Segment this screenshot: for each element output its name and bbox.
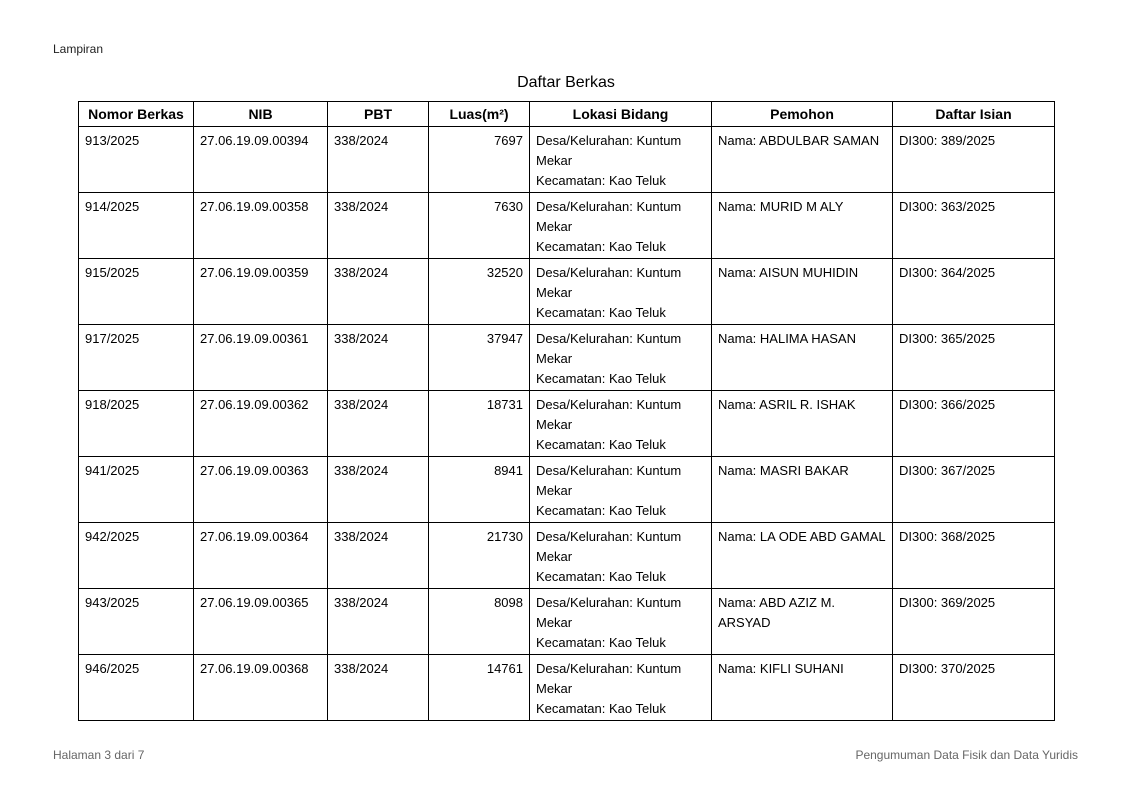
cell-luas: 21730 [429,523,530,589]
cell-pbt: 338/2024 [328,457,429,523]
berkas-table [78,101,1055,721]
column-header: Luas(m²) [429,102,530,127]
cell-nib: 27.06.19.09.00358 [194,193,328,259]
document-name: Pengumuman Data Fisik dan Data Yuridis [855,748,1078,762]
cell-lokasi [530,391,712,457]
cell-lokasi [530,325,712,391]
cell-pbt: 338/2024 [328,589,429,655]
cell-luas: 32520 [429,259,530,325]
lokasi-kecamatan: Kecamatan: Kao Teluk [536,701,666,716]
cell-isian: DI300: 367/2025 [893,457,1055,523]
cell-nomor: 918/2025 [79,391,194,457]
lokasi-desa: Desa/Kelurahan: Kuntum Mekar [536,397,682,432]
column-header: NIB [194,102,328,127]
cell-pbt: 338/2024 [328,259,429,325]
cell-pemohon: Nama: MURID M ALY [712,193,893,259]
cell-pbt: 338/2024 [328,523,429,589]
cell-nib: 27.06.19.09.00359 [194,259,328,325]
cell-lokasi [530,589,712,655]
lokasi-desa: Desa/Kelurahan: Kuntum Mekar [536,661,682,696]
cell-luas: 8941 [429,457,530,523]
table-row [79,457,1055,523]
cell-pemohon: Nama: ASRIL R. ISHAK [712,391,893,457]
cell-luas: 7630 [429,193,530,259]
cell-nib: 27.06.19.09.00361 [194,325,328,391]
table-body [79,127,1055,721]
cell-nomor: 946/2025 [79,655,194,721]
cell-nomor: 941/2025 [79,457,194,523]
lokasi-kecamatan: Kecamatan: Kao Teluk [536,569,666,584]
cell-pemohon: Nama: LA ODE ABD GAMAL [712,523,893,589]
column-header: Daftar Isian [893,102,1055,127]
cell-luas: 37947 [429,325,530,391]
lokasi-desa: Desa/Kelurahan: Kuntum Mekar [536,529,682,564]
cell-pemohon: Nama: AISUN MUHIDIN [712,259,893,325]
lokasi-kecamatan: Kecamatan: Kao Teluk [536,305,666,320]
column-header: Nomor Berkas [79,102,194,127]
cell-luas: 8098 [429,589,530,655]
cell-nib: 27.06.19.09.00363 [194,457,328,523]
table-row [79,655,1055,721]
column-header: PBT [328,102,429,127]
lokasi-kecamatan: Kecamatan: Kao Teluk [536,503,666,518]
cell-pbt: 338/2024 [328,655,429,721]
cell-isian: DI300: 369/2025 [893,589,1055,655]
cell-pbt: 338/2024 [328,391,429,457]
table-header-row [79,102,1055,127]
lokasi-desa: Desa/Kelurahan: Kuntum Mekar [536,595,682,630]
cell-nib: 27.06.19.09.00394 [194,127,328,193]
cell-lokasi [530,655,712,721]
page-title: Daftar Berkas [517,74,615,91]
cell-pemohon: Nama: ABDULBAR SAMAN [712,127,893,193]
column-header: Pemohon [712,102,893,127]
lokasi-desa: Desa/Kelurahan: Kuntum Mekar [536,331,682,366]
cell-nib: 27.06.19.09.00362 [194,391,328,457]
table-row [79,589,1055,655]
table-row [79,391,1055,457]
cell-nib: 27.06.19.09.00364 [194,523,328,589]
cell-isian: DI300: 364/2025 [893,259,1055,325]
cell-nib: 27.06.19.09.00368 [194,655,328,721]
table-row [79,193,1055,259]
cell-isian: DI300: 389/2025 [893,127,1055,193]
cell-luas: 7697 [429,127,530,193]
lokasi-desa: Desa/Kelurahan: Kuntum Mekar [536,199,682,234]
lokasi-desa: Desa/Kelurahan: Kuntum Mekar [536,463,682,498]
cell-pbt: 338/2024 [328,193,429,259]
cell-pbt: 338/2024 [328,127,429,193]
cell-lokasi [530,193,712,259]
cell-nomor: 914/2025 [79,193,194,259]
cell-pemohon: Nama: ABD AZIZ M. ARSYAD [712,589,893,655]
cell-nomor: 942/2025 [79,523,194,589]
cell-pemohon: Nama: HALIMA HASAN [712,325,893,391]
cell-pemohon: Nama: KIFLI SUHANI [712,655,893,721]
page-number: Halaman 3 dari 7 [53,748,145,762]
cell-isian: DI300: 368/2025 [893,523,1055,589]
lokasi-desa: Desa/Kelurahan: Kuntum Mekar [536,265,682,300]
cell-nomor: 913/2025 [79,127,194,193]
table-row [79,259,1055,325]
lokasi-kecamatan: Kecamatan: Kao Teluk [536,635,666,650]
lokasi-kecamatan: Kecamatan: Kao Teluk [536,437,666,452]
table-row [79,325,1055,391]
lokasi-kecamatan: Kecamatan: Kao Teluk [536,239,666,254]
cell-lokasi [530,457,712,523]
lokasi-kecamatan: Kecamatan: Kao Teluk [536,371,666,386]
cell-lokasi [530,259,712,325]
lokasi-kecamatan: Kecamatan: Kao Teluk [536,173,666,188]
cell-nomor: 917/2025 [79,325,194,391]
table-row [79,127,1055,193]
header-label: Lampiran [53,42,104,56]
cell-luas: 14761 [429,655,530,721]
cell-isian: DI300: 366/2025 [893,391,1055,457]
cell-lokasi [530,127,712,193]
cell-luas: 18731 [429,391,530,457]
lokasi-desa: Desa/Kelurahan: Kuntum Mekar [536,133,682,168]
cell-nib: 27.06.19.09.00365 [194,589,328,655]
cell-nomor: 915/2025 [79,259,194,325]
cell-isian: DI300: 363/2025 [893,193,1055,259]
cell-nomor: 943/2025 [79,589,194,655]
column-header: Lokasi Bidang [530,102,712,127]
cell-pemohon: Nama: MASRI BAKAR [712,457,893,523]
cell-isian: DI300: 365/2025 [893,325,1055,391]
cell-lokasi [530,523,712,589]
cell-isian: DI300: 370/2025 [893,655,1055,721]
cell-pbt: 338/2024 [328,325,429,391]
table-row [79,523,1055,589]
